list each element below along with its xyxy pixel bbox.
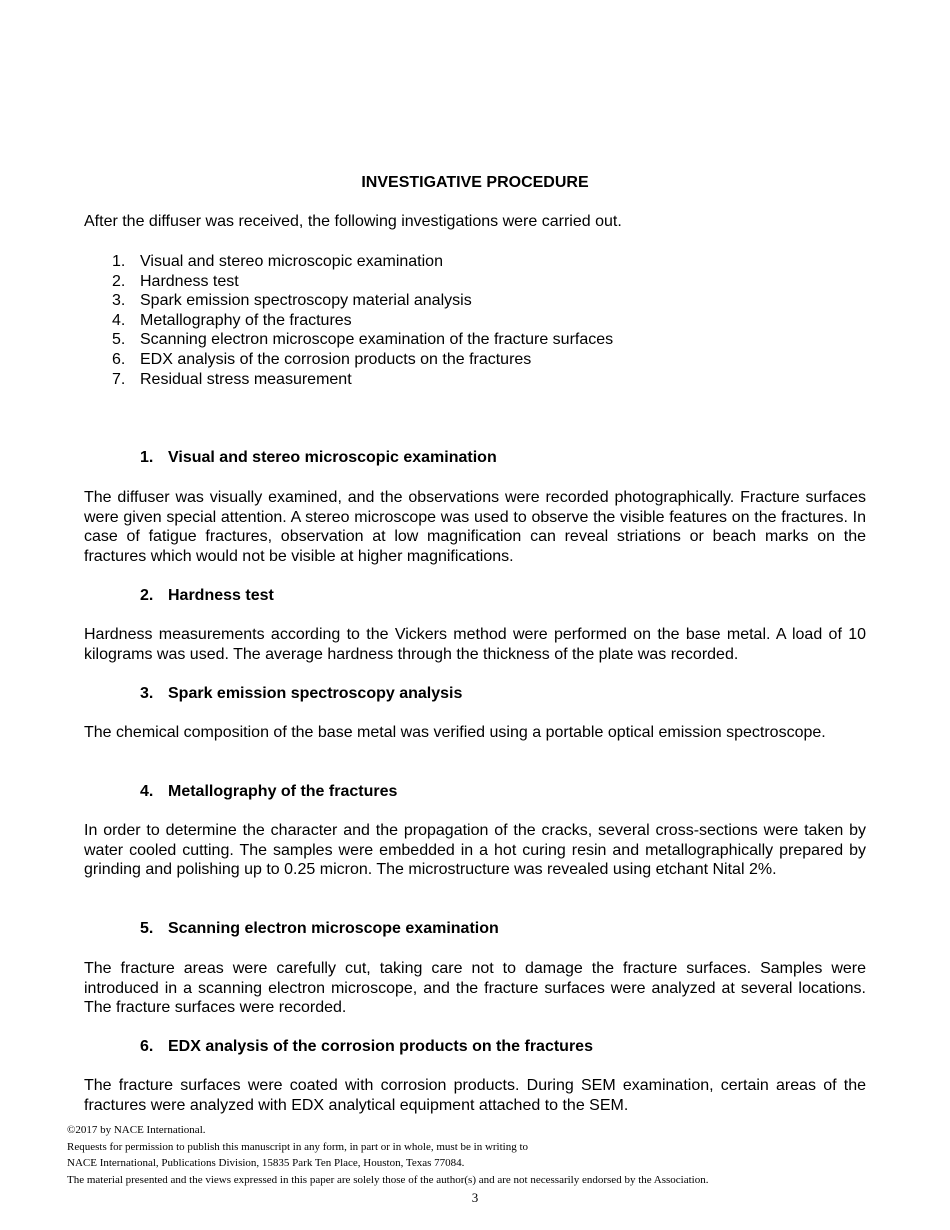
list-item	[112, 311, 613, 331]
section-paragraph-metallography: In order to determine the character and the propagation of the cracks, several cross-sections were taken by water cooled cutting. The samples were embedded in a hot curing resin and metallographically prepared by grinding and polishing up to 0.25 micron. The microstructure was revealed using etchant Nital 2%.	[84, 822, 866, 879]
list-item-number: 7.	[112, 370, 126, 388]
footer-permission: Requests for permission to publish this manuscript in any form, in part or in whole, must be in writing to	[67, 1140, 529, 1153]
section-heading-sem	[140, 919, 499, 939]
section-title: Spark emission spectroscopy analysis	[168, 685, 463, 702]
list-item-text: Visual and stereo microscopic examination	[140, 253, 443, 270]
section-number: 1.	[140, 449, 154, 466]
list-item-text: Scanning electron microscope examination of the fracture surfaces	[140, 331, 614, 349]
list-item-number: 4.	[112, 311, 126, 329]
section-title: Scanning electron microscope examination	[168, 920, 499, 937]
list-item	[112, 252, 613, 272]
section-number: 4.	[140, 783, 154, 800]
list-item-text: Metallography of the fractures	[140, 311, 352, 329]
list-item	[112, 350, 613, 370]
section-number: 6.	[140, 1038, 154, 1055]
section-title: Visual and stereo microscopic examination	[168, 449, 497, 466]
section-paragraph-hardness: Hardness measurements according to the Vickers method were performed on the base metal. A load of 10 kilograms was used. The average hardness through the thickness of the plate was recorded.	[84, 626, 866, 663]
intro-paragraph: After the diffuser was received, the following investigations were carried out.	[84, 213, 622, 230]
section-heading-hardness	[140, 586, 274, 606]
section-paragraph-sem: The fracture areas were carefully cut, taking care not to damage the fracture surfaces. Samples were introduced in a scanning electron microscope, and the fracture surfaces were analyzed at several locations. The fracture surfaces were recorded.	[84, 960, 866, 1017]
section-number: 5.	[140, 920, 154, 937]
list-item-number: 1.	[112, 253, 126, 270]
page-title: INVESTIGATIVE PROCEDURE	[361, 174, 589, 191]
list-item	[112, 330, 613, 350]
list-item-text: EDX analysis of the corrosion products on the fractures	[140, 350, 532, 368]
section-heading-spark	[140, 684, 462, 704]
list-item-text: Residual stress measurement	[140, 370, 352, 388]
footer	[67, 1122, 887, 1188]
investigation-list	[112, 252, 613, 389]
section-heading-visual	[140, 448, 497, 468]
list-item	[112, 370, 613, 390]
list-item-text: Spark emission spectroscopy material analysis	[140, 292, 472, 310]
section-paragraph-edx: The fracture surfaces were coated with corrosion products. During SEM examination, certain areas of the fractures were analyzed with EDX analytical equipment attached to the SEM.	[84, 1077, 866, 1114]
footer-address: NACE International, Publications Division, 15835 Park Ten Place, Houston, Texas 77084.	[67, 1157, 465, 1169]
list-item-text: Hardness test	[140, 272, 239, 290]
footer-copyright: ©2017 by NACE International.	[67, 1124, 206, 1136]
section-heading-metallography	[140, 782, 397, 802]
list-item	[112, 291, 613, 311]
section-number: 3.	[140, 685, 154, 702]
section-paragraph-visual: The diffuser was visually examined, and the observations were recorded photographically. Fracture surfaces were given special attention. A stereo microscope was used to observe the visible features on the fractures. In case of fatigue fractures, observation at low magnification can reveal striations or beach marks on the fractures which would not be visible at higher magnifications.	[84, 489, 866, 565]
list-item-number: 5.	[112, 331, 126, 349]
list-item-number: 2.	[112, 272, 126, 290]
section-number: 2.	[140, 587, 154, 604]
section-heading-edx	[140, 1037, 593, 1057]
list-item-number: 3.	[112, 292, 126, 310]
page-number: 3	[471, 1190, 479, 1205]
section-title: Metallography of the fractures	[168, 783, 398, 800]
list-item-number: 6.	[112, 350, 126, 368]
list-item	[112, 272, 613, 292]
section-title: EDX analysis of the corrosion products on the fractures	[168, 1038, 593, 1055]
footer-disclaimer: The material presented and the views expressed in this paper are solely those of the author(s) and are not necessarily endorsed by the Association.	[67, 1173, 709, 1186]
section-title: Hardness test	[168, 587, 274, 604]
section-paragraph-spark: The chemical composition of the base metal was verified using a portable optical emission spectroscope.	[84, 724, 826, 741]
